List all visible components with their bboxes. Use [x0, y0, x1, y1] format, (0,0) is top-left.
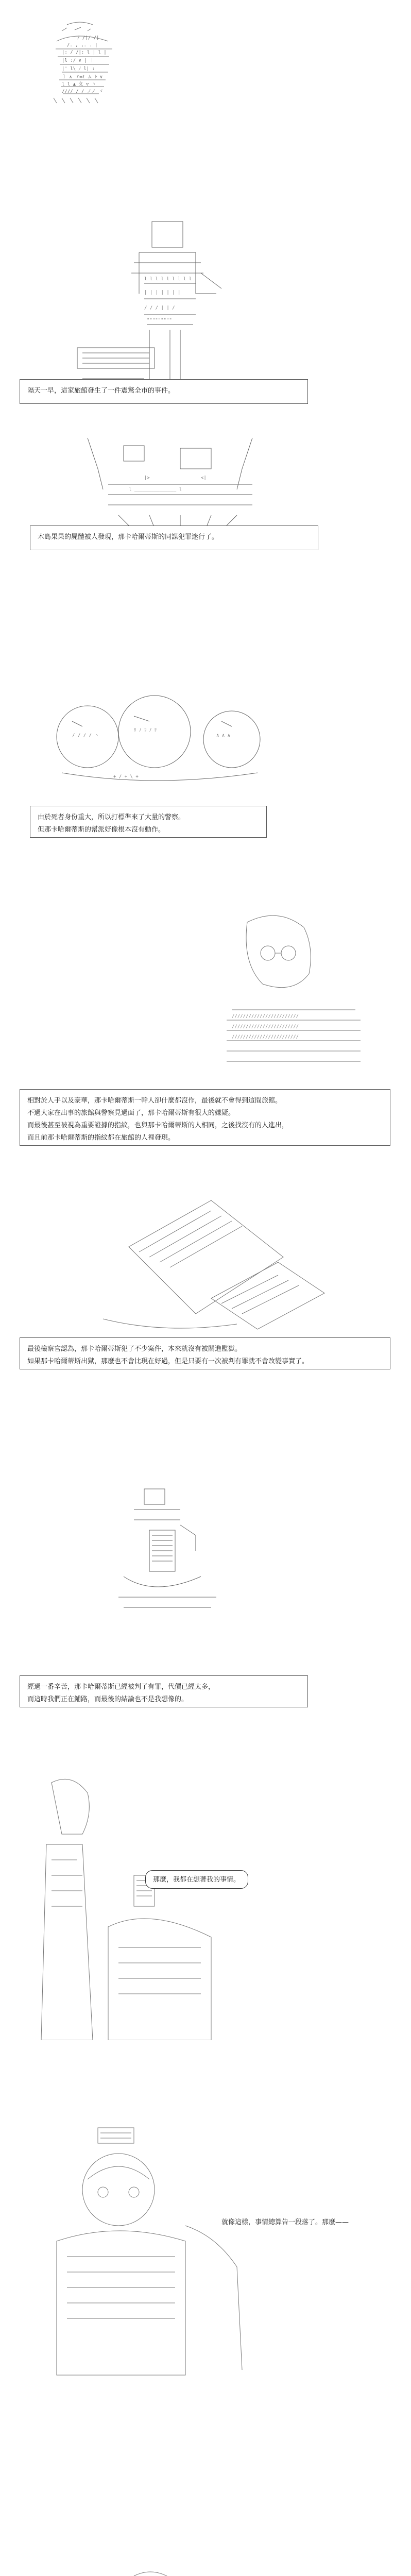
- narration-line: 由於死者身份重大，所以打標準來了大量的警察。: [38, 814, 185, 821]
- ascii-art-figure-3: [77, 433, 278, 536]
- narration-line: 不過大家在出事的旅館與警察見過面了，那卡哈爾蒂斯有很大的嫌疑。: [27, 1109, 235, 1117]
- svg-text:+ / + \ +: + / + \ +: [113, 774, 139, 779]
- narration-line: 而這時我們正在鋪路，而最後的結論也不是我想像的。: [27, 1696, 189, 1703]
- narration-box-1: [20, 379, 308, 404]
- speech-line: 那麼，我都在想著我的事情。: [153, 1876, 241, 1884]
- svg-text:|>: |>: [144, 476, 150, 481]
- svg-text:/ / / / ヽ: / / / / ヽ: [72, 733, 99, 738]
- svg-text:∧ ∧ ∧: ∧ ∧ ∧: [216, 733, 231, 738]
- ascii-art-figure-8: [31, 1772, 247, 2040]
- ascii-art-figure-4: [31, 690, 299, 799]
- ascii-art-figure-2: [62, 216, 278, 402]
- narration-line: 而且前那卡哈爾蒂斯的指紋都在旅館的人裡發現。: [27, 1134, 175, 1142]
- svg-text:ｌ ∧ ゞ=ﾐ ム ﾄ ∨: ｌ ∧ ゞ=ﾐ ム ﾄ ∨: [62, 75, 103, 80]
- svg-text:ﾉ /|/ /|: ﾉ /|/ /|: [77, 36, 99, 41]
- svg-text:|' l\ ﾉ l| :: |' l\ ﾉ l| :: [62, 66, 95, 72]
- narration-line: 最後檢察官認為，那卡哈爾蒂斯犯了不少案件，本來就沒有被關進監獄。: [27, 1345, 242, 1353]
- svg-text:////////////////////////: ////////////////////////: [232, 1035, 299, 1040]
- svg-text:<|: <|: [201, 476, 207, 481]
- narration-box-5: [20, 1337, 390, 1369]
- ascii-art-figure-9: [36, 2123, 263, 2380]
- narration-box-6: [20, 1675, 308, 1707]
- narration-line: 經過一番辛苦，那卡哈爾蒂斯已經被判了有罪，代價已經太多，: [27, 1683, 215, 1691]
- speech-line: 就像這樣，事情總算告一段落了。那麼——: [221, 2218, 349, 2226]
- svg-text:|: / /|: l | l |: |: / /|: l | l |: [62, 50, 107, 55]
- narration-line: 如果那卡哈爾蒂斯出獄，那麼也不會比現在好過，但是只要有一次被判有罪就不會改變事實了。: [27, 1358, 309, 1365]
- svg-text://// / / ノノ ゞ: //// / / ノノ ゞ: [62, 89, 104, 94]
- ascii-art-figure-10: [31, 2566, 299, 2576]
- speech-bubble-7: [145, 1870, 248, 1889]
- svg-text:| | | | | | |: | | | | | | |: [144, 290, 181, 295]
- ascii-art-figure-5: [211, 912, 386, 1082]
- svg-text:/ / / | | /: / / / | | /: [144, 306, 175, 311]
- narration-box-4: [20, 1089, 390, 1146]
- svg-text:""""""""": """"""""": [147, 318, 172, 323]
- svg-text:l l ▲ 夂 ▽ 丶: l l ▲ 夂 ▽ 丶: [62, 82, 96, 87]
- ascii-art-figure-1: [46, 21, 155, 108]
- narration-line: 而最後甚至被視為重要證據的指紋，也與那卡哈爾蒂斯的人相同，之後找沒有的人進出，: [27, 1122, 289, 1129]
- svg-text:////////////////////////: ////////////////////////: [232, 1014, 299, 1019]
- svg-text:////////////////////////: ////////////////////////: [232, 1024, 299, 1029]
- narration-line: 相對於人手以及豪華，那卡哈爾蒂斯一幹人卻什麼都沒作，最後就不會得到這間旅館。: [27, 1097, 282, 1105]
- narration-line: 隔天一早，這家旅館發生了一件震驚全市的事件。: [27, 387, 175, 395]
- svg-text:l l l l l l l l l: l l l l l l l l l: [144, 277, 192, 282]
- narration-box-2: [30, 526, 318, 550]
- svg-text:ﾘ ﾉ ﾘ ﾉ ﾘ: ﾘ ﾉ ﾘ ﾉ ﾘ: [134, 728, 157, 733]
- speech-text-8: [221, 2217, 386, 2238]
- svg-text:/. , ,. . |: /. , ,. . |: [67, 43, 98, 48]
- svg-text:|l :/ ∨ | ｜: |l :/ ∨ | ｜: [62, 58, 95, 63]
- narration-line: 木島果果的屍體被人發現，那卡哈爾蒂斯的同謀犯罪迷行了。: [38, 533, 219, 541]
- narration-box-3: [30, 806, 267, 838]
- ascii-art-figure-7: [108, 1479, 237, 1628]
- narration-line: 但那卡哈爾蒂斯的幫派好像根本沒有動作。: [38, 826, 165, 834]
- ascii-art-figure-6: [93, 1185, 361, 1340]
- svg-text:l _______________ l: l _______________ l: [129, 487, 182, 492]
